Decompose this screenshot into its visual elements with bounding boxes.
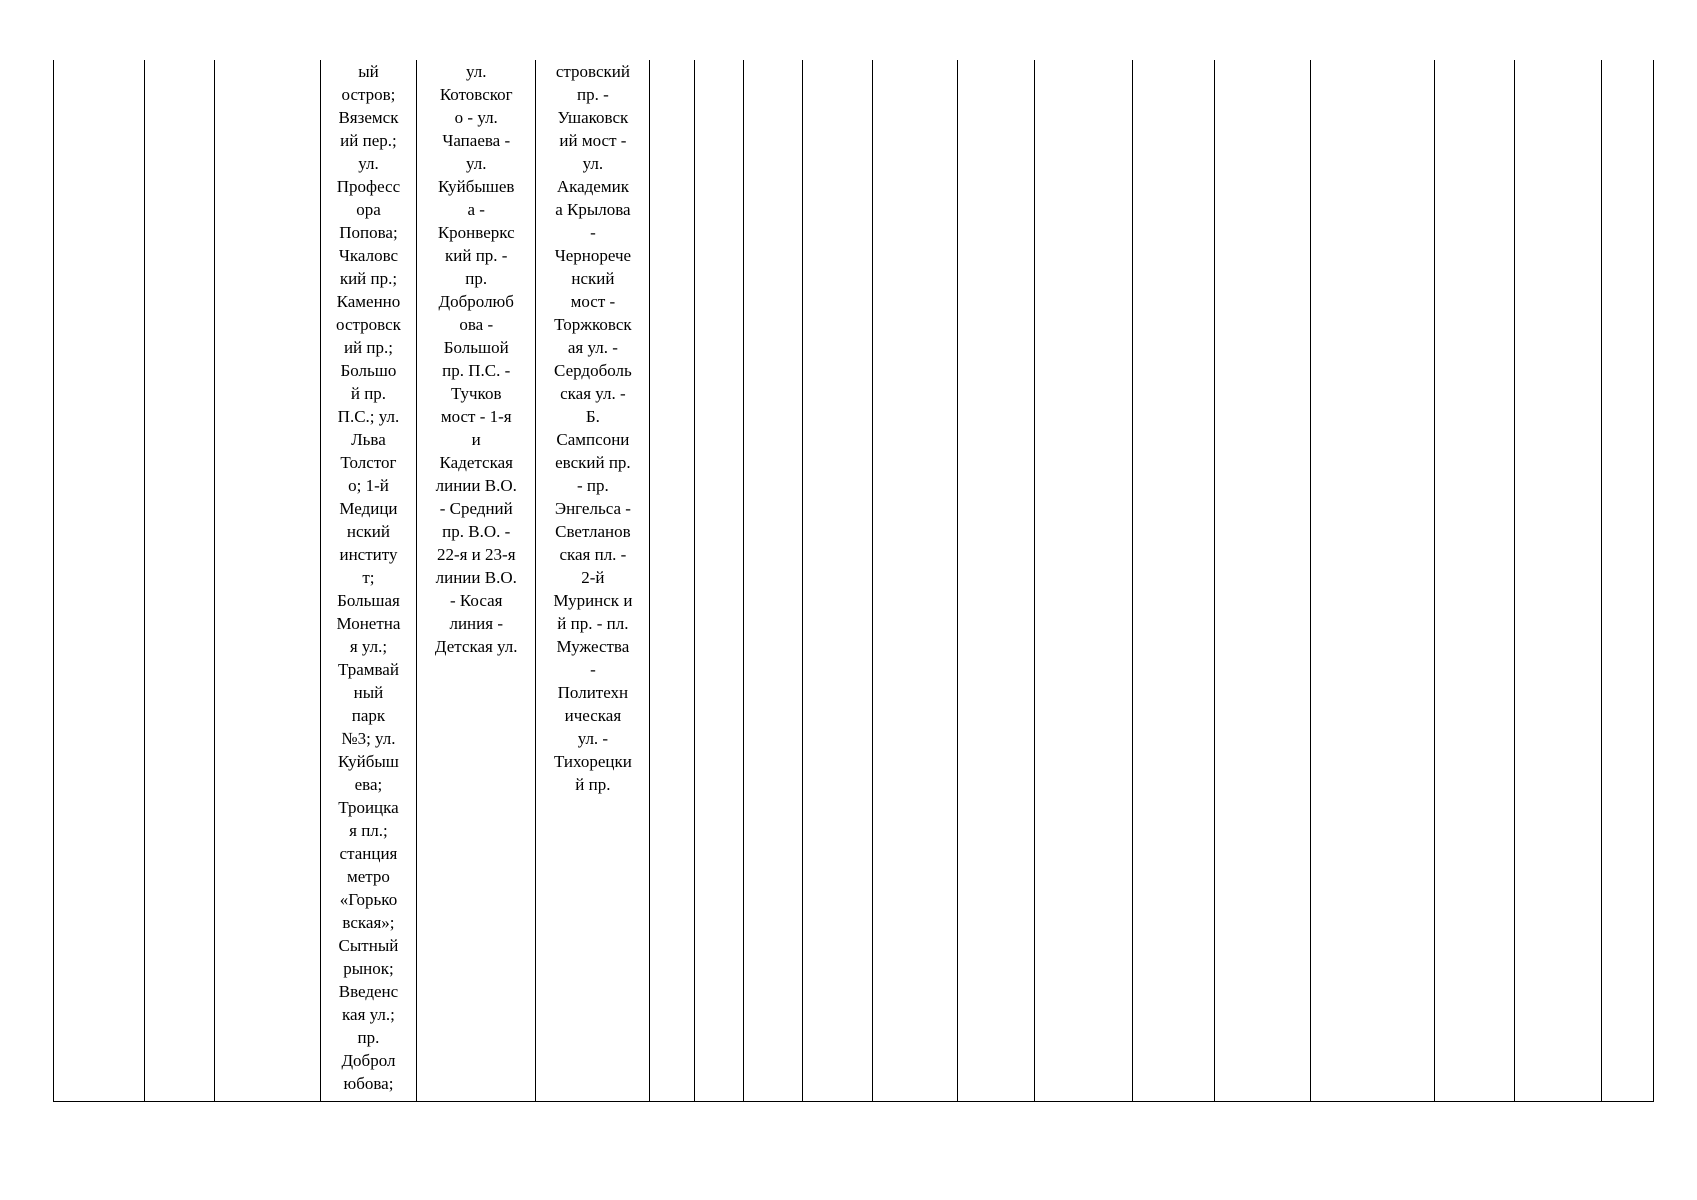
table-cell-17 — [1435, 60, 1515, 1102]
table-row — [54, 60, 1654, 1102]
table-cell-10 — [803, 60, 873, 1102]
table-cell-route-forward — [417, 60, 536, 1102]
table-cell-19 — [1601, 60, 1653, 1102]
table-cell-2 — [145, 60, 215, 1102]
route-table — [53, 60, 1654, 1102]
table-cell-15 — [1215, 60, 1310, 1102]
table-cell-route-back — [536, 60, 650, 1102]
table-cell-12 — [958, 60, 1035, 1102]
table-cell-8 — [695, 60, 743, 1102]
table-cell-14 — [1132, 60, 1215, 1102]
table-cell-1 — [54, 60, 145, 1102]
table-cell-13 — [1035, 60, 1132, 1102]
table-cell-stops — [320, 60, 416, 1102]
cell-text-route-forward: ул. Котовског о - ул. Чапаева - ул. Куйбышев а - Кронверкс кий пр. - пр. Добролюб ова - Большой пр. П.С. - Тучков мост - 1-я и Кадетская линии В.О. - Средний пр. В.О. - 22-я и 23-я линии В.О. - Косая линия - Детская ул. — [434, 62, 518, 656]
cell-text-route-back: стровский пр. - Ушаковск ий мост - ул. Академик а Крылова - Чернорече нский мост - Торжковск ая ул. - Сердоболь ская ул. - Б. Сампсони евский пр. - пр. Энгельса - Светланов ская пл. - 2-й Муринск и й пр. - пл. Мужества - Политехн ическая ул. - Тихорецки й пр. — [553, 62, 633, 794]
table-cell-16 — [1310, 60, 1435, 1102]
table-cell-3 — [215, 60, 321, 1102]
table-cell-7 — [650, 60, 695, 1102]
table-cell-9 — [743, 60, 803, 1102]
document-table-wrapper — [53, 60, 1654, 1102]
cell-text-stops: ый остров; Вяземск ий пер.; ул. Професс ора Попова; Чкаловс кий пр.; Каменно островск ий пр.; Большо й пр. П.С.; ул. Льва Толстог о; 1-й Медици нский институ т; Большая Монетна я ул.; Трамвай ный парк №3; ул. Куйбыш ева; Троицка я пл.; станция метро «Горько вская»; Сытный рынок; Введенс кая ул.; пр. Доброл юбова; — [336, 62, 401, 1093]
table-cell-11 — [873, 60, 958, 1102]
table-cell-18 — [1514, 60, 1601, 1102]
